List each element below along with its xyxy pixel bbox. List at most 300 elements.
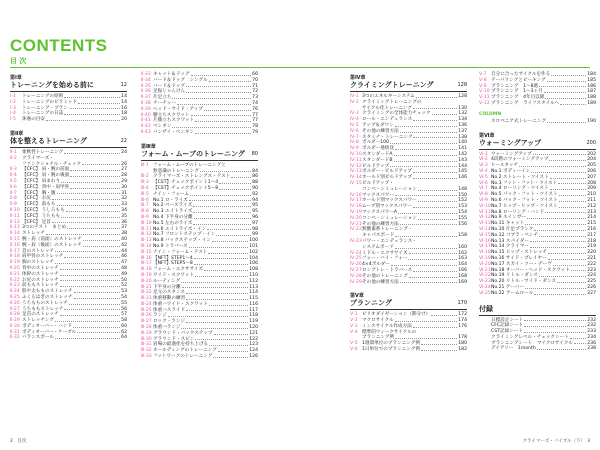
leader-dots <box>46 231 120 235</box>
leader-dots <box>395 123 457 127</box>
entry-title: チーチッハ <box>153 100 176 106</box>
entry-number: Ⅴ-7 <box>479 72 487 77</box>
entry-number: Ⅵ-13 <box>479 221 491 227</box>
entry-title: クライミングレベル・チェックシート <box>491 334 569 340</box>
leader-dots <box>413 135 457 139</box>
entry-title: 体重移動の練習 <box>153 296 186 302</box>
leader-dots <box>55 249 120 253</box>
entry-title: No.17 スカイ・ツー・デーヴ <box>491 261 552 267</box>
leader-dots <box>73 324 120 328</box>
leader-dots <box>413 169 457 173</box>
entry-title: ホールディングのトレーニング <box>153 348 217 354</box>
leader-dots <box>207 227 251 231</box>
entry-page: 132 <box>458 111 467 117</box>
chapter-label: 第Ⅳ章 <box>350 75 366 81</box>
entry-number: Ⅱ-13 <box>10 225 20 231</box>
entry-title: ムーブ別マックスパワー <box>362 204 412 210</box>
entry-title: その他の練習方法 <box>362 128 399 134</box>
leader-dots <box>395 193 457 197</box>
entry-number: Ⅱ-19 <box>10 260 20 266</box>
entry-page: 106 <box>249 261 258 267</box>
entry-number: Ⅴ-6 <box>350 347 358 353</box>
leader-dots <box>83 237 120 241</box>
spacer <box>350 285 467 290</box>
leader-dots <box>559 192 587 196</box>
entry-number: Ⅳ-22 <box>350 227 362 233</box>
entry-title: No.3 エイトライズ <box>153 209 193 215</box>
entry-number: Ⅲ-16 <box>141 255 152 261</box>
entry-number: Ⅲ-11 <box>141 226 152 232</box>
leader-dots <box>549 157 586 161</box>
entry-title: 腰立ちスクワット <box>153 112 190 118</box>
entry-number: Ⅱ-8 <box>10 196 17 202</box>
entry-number: Ⅲ-21 <box>141 284 152 290</box>
leader-dots <box>400 222 457 226</box>
entry-number: Ⅲ-22 <box>141 290 152 296</box>
entry-page: 236 <box>587 340 596 346</box>
entry-number: Ⅱ-2 <box>10 155 17 161</box>
entry-number: Ⅳ-29 <box>350 279 362 285</box>
entry-title: クライミングの全体能力チェック <box>362 111 431 117</box>
entry-number: Ⅲ-10 <box>141 220 152 226</box>
entry-page: 35 <box>121 213 127 219</box>
entry-number: Ⅲ-26 <box>141 313 152 319</box>
entry-page: 180 <box>458 341 467 347</box>
entry-page: 169 <box>458 279 467 285</box>
entry-number: Ⅵ-5 <box>479 174 488 180</box>
entry-page: 108 <box>249 267 258 273</box>
entry-page: 92 <box>252 191 258 197</box>
leader-dots <box>61 214 120 218</box>
entry-title: ワイド・スクワット <box>153 272 194 278</box>
entry-number: Ⅳ-14 <box>350 175 362 181</box>
entry-page: 225 <box>587 279 596 285</box>
leader-dots <box>55 260 120 264</box>
entry-title: フォーム・ムーブのトレーニングと <box>153 162 226 168</box>
entry-page: 73 <box>252 95 258 101</box>
entry-number: Ⅱ-9 <box>10 202 17 208</box>
entry-page: 184 <box>587 72 596 77</box>
entry-number: Ⅵ-2 <box>479 157 488 163</box>
entry-number: Ⅵ-12 <box>479 215 491 221</box>
entry-number: Ⅱ-7 <box>10 190 17 196</box>
entry-title: No.16 サイド・プレイヤー <box>491 255 547 261</box>
entry-page: 55 <box>121 300 127 306</box>
entry-number: Ⅲ-13 <box>141 238 152 244</box>
entry-page: 32 <box>121 196 127 202</box>
entry-title: No.11 キャット <box>491 221 525 227</box>
entry-page: 40 <box>121 236 127 242</box>
entry-number: Ⅳ-21 <box>350 221 362 227</box>
leader-dots <box>74 295 121 299</box>
leader-dots <box>545 210 586 214</box>
entry-number: Ⅳ-3 <box>350 111 359 117</box>
entry-number: Ⅲ-8 <box>141 209 149 215</box>
entry-page: 223 <box>587 267 596 273</box>
entry-page: 156 <box>458 221 467 227</box>
entry-title: 首のストレッチ <box>22 248 55 254</box>
entry-page: 121 <box>249 330 258 336</box>
chapter-label: 第Ⅲ章 <box>141 143 156 150</box>
entry-number: Ⅵ-23 <box>479 279 491 285</box>
leader-dots <box>548 250 586 254</box>
chapter-heading[interactable] <box>10 131 127 148</box>
entry-title: ボディオーバー・ハンド <box>22 323 72 329</box>
entry-title: クライミングトレーニングの <box>362 99 422 105</box>
entry-number <box>479 119 491 125</box>
chapter-label: 第Ⅵ章 <box>479 132 495 139</box>
entry-number: Ⅱ-3 <box>10 167 17 173</box>
entry-number: Ⅳ-27 <box>350 267 362 273</box>
entry-title: ストレッチング <box>22 318 54 324</box>
entry-number: Ⅱ-11 <box>10 213 20 219</box>
entry-number: Ⅲ-17 <box>141 261 152 267</box>
entry-title: No.8 バックステップ・イン <box>153 238 211 244</box>
leader-dots <box>212 238 248 242</box>
entry-number: Ⅵ-24 <box>479 284 491 290</box>
entry-page: 29 <box>121 178 127 184</box>
leader-dots <box>209 302 248 306</box>
entry-number: Ⅵ-19 <box>479 255 491 261</box>
entry-page: 44 <box>121 248 127 254</box>
entry-number: Ⅳ-19 <box>350 209 362 215</box>
entry-title: プランニング 4年目以降 <box>491 95 545 101</box>
entry-title: No.15 ヒップ・ストレッチ <box>491 250 548 256</box>
entry-page: 217 <box>587 232 596 238</box>
entry-title: バンザイ・ペンギン <box>153 129 194 135</box>
entry-number: Ⅵ-25 <box>479 290 491 296</box>
entry-number: Ⅳ-2 <box>350 99 359 105</box>
entry-title: アップ＆ダウン <box>362 122 394 128</box>
entry-title: ヒールタッチ <box>491 163 519 169</box>
chapter-heading[interactable] <box>479 305 596 316</box>
leader-dots <box>55 335 120 339</box>
entry-page: 58 <box>121 318 127 324</box>
entry-title: その他の練習方法 <box>362 279 399 285</box>
entry-page: 153 <box>458 204 467 210</box>
leader-dots <box>189 198 251 202</box>
chapter-title: トレーニングを始める前に <box>10 81 94 89</box>
entry-number: Ⅲ-15 <box>141 249 152 255</box>
leader-dots <box>525 221 586 225</box>
entry-page: 64 <box>121 335 127 341</box>
entry-title: CST記録シート <box>491 329 523 335</box>
chapter-heading[interactable] <box>350 75 467 92</box>
entry-page: 90 <box>252 185 258 191</box>
toc-column-2 <box>141 72 258 360</box>
leader-dots <box>231 174 251 178</box>
entry-number: Ⅱ-32 <box>10 335 20 341</box>
entry-number: Ⅵ-21 <box>479 267 491 273</box>
entry-title: 【CFC】 お尻 <box>22 196 51 202</box>
leader-dots <box>204 267 248 271</box>
entry-number: Ⅵ-3 <box>479 163 488 169</box>
leader-dots <box>186 308 248 312</box>
entry-title: 【CST】チェックポイント1〜4 <box>153 180 219 186</box>
leader-dots <box>64 254 120 258</box>
entry-page: 94 <box>252 197 258 203</box>
leader-dots <box>208 250 248 254</box>
leader-dots <box>390 164 457 168</box>
chapter-heading[interactable] <box>10 75 127 92</box>
leader-dots <box>413 204 457 208</box>
leader-dots <box>219 186 251 190</box>
toc-entry[interactable] <box>10 335 127 341</box>
entry-title: キャパスボード <box>362 233 395 239</box>
leader-dots <box>69 106 120 110</box>
chapter-title: クライミングトレーニング <box>350 81 434 89</box>
toc-entry[interactable] <box>479 101 596 107</box>
entry-page: 101 <box>249 243 258 249</box>
leader-dots <box>194 256 248 260</box>
entry-page: 218 <box>587 238 596 244</box>
entry-page: 216 <box>587 226 596 232</box>
entry-page: 115 <box>249 296 258 302</box>
entry-page: 160 <box>458 244 467 250</box>
entry-number: Ⅲ-18 <box>141 267 152 273</box>
leader-dots <box>416 94 457 98</box>
entry-number: Ⅵ-15 <box>479 232 491 238</box>
leader-dots <box>524 329 586 333</box>
entry-title: No.18 オーバー・ヘッド・スクワット <box>491 267 570 273</box>
entry-page: 114 <box>249 290 258 296</box>
entry-number: Ⅳ-8 <box>350 140 359 146</box>
leader-dots <box>189 244 248 248</box>
page-subtitle: 目 次 <box>10 57 27 65</box>
entry-title: 【CFC】 足首 <box>22 219 51 225</box>
leader-dots <box>186 319 248 323</box>
entry-number: Ⅲ-33 <box>141 354 152 360</box>
entry-title: 【CFC】 うちもも <box>22 213 61 219</box>
entry-number: Ⅴ-8 <box>479 77 487 83</box>
toc-entry[interactable] <box>141 354 258 360</box>
leader-dots <box>195 118 251 122</box>
leader-dots <box>551 72 586 76</box>
entry-title: トレーニングの原則 <box>22 94 64 99</box>
leader-dots <box>550 175 587 179</box>
entry-title: スタミナ・トレーニング <box>362 134 413 140</box>
leader-dots <box>61 179 120 183</box>
entry-number: Ⅰ-5 <box>10 117 16 123</box>
entry-page: 220 <box>587 250 596 256</box>
leader-dots <box>408 256 457 260</box>
entry-page: 174 <box>458 318 467 324</box>
entry-page: 232 <box>587 323 596 329</box>
entry-page: 62 <box>121 329 127 335</box>
entry-page: 232 <box>587 317 596 323</box>
entry-page: 24 <box>121 149 127 155</box>
leader-dots <box>57 202 121 206</box>
entry-page: 224 <box>587 273 596 279</box>
chapter-title: 体を整えるトレーニング <box>10 136 87 145</box>
entry-title: 前ももストレッチ <box>22 283 59 289</box>
entry-number: Ⅳ-24 <box>350 250 362 256</box>
leader-dots <box>413 324 457 328</box>
leader-dots <box>82 162 120 166</box>
leader-dots <box>553 262 586 266</box>
entry-page: 128 <box>458 94 467 99</box>
entry-page: 96 <box>252 214 258 220</box>
entry-title: デイアリー 1month <box>491 346 536 352</box>
leader-dots <box>560 101 586 105</box>
entry-page: 137 <box>458 128 467 134</box>
entry-page: 53 <box>121 289 127 295</box>
entry-number: Ⅱ-31 <box>10 329 20 335</box>
leader-dots <box>168 313 249 317</box>
entry-page: 213 <box>587 209 596 215</box>
entry-page: 77 <box>252 118 258 124</box>
entry-page: 48 <box>121 265 127 271</box>
entry-page: 155 <box>458 215 467 221</box>
entry-number: Ⅲ-14 <box>141 243 152 249</box>
leader-dots <box>64 111 120 115</box>
entry-page: 202 <box>587 151 596 157</box>
entry-number: Ⅵ-8 <box>479 192 488 198</box>
entry-title: ブランニングシート マイクロサイクル <box>491 340 573 346</box>
leader-dots <box>537 346 586 350</box>
entry-page: 36 <box>121 219 127 225</box>
entry-title: スタンダードA <box>362 151 393 157</box>
entry-page: 78 <box>252 124 258 130</box>
entry-title: 3つのエネルギーシステム <box>362 94 415 99</box>
entry-number: Ⅱ-21 <box>10 271 20 277</box>
leader-dots <box>181 279 248 283</box>
entry-number: Ⅵ-11 <box>479 209 491 215</box>
entry-number: Ⅱ-34 <box>141 77 151 83</box>
entry-number: Ⅲ-4 <box>141 185 149 191</box>
entry-number: Ⅲ-24 <box>141 301 152 307</box>
entry-title: ヘッド・サイド・アップ <box>153 106 203 112</box>
entry-title: 【CST】チェックポイント5〜8 <box>153 185 219 191</box>
leader-dots <box>67 225 120 229</box>
entry-number: Ⅴ-3 <box>350 323 358 329</box>
leader-dots <box>52 220 120 224</box>
entry-number: Ⅵ-6 <box>479 180 488 186</box>
leader-dots <box>395 335 457 339</box>
entry-page: 31 <box>121 190 127 196</box>
leader-dots <box>544 89 587 93</box>
entry-number: Ⅱ-16 <box>10 242 20 248</box>
chapter-heading[interactable] <box>479 133 596 150</box>
entry-page: 88 <box>252 180 258 186</box>
leader-dots <box>200 169 251 173</box>
entry-page: 145 <box>458 169 467 175</box>
entry-page: 212 <box>587 203 596 209</box>
entry-page: 211 <box>587 197 596 203</box>
entry-page: 18 <box>121 111 127 117</box>
leader-dots <box>216 232 251 236</box>
leader-dots <box>531 169 586 173</box>
leader-dots <box>395 146 457 150</box>
leader-dots <box>78 100 120 104</box>
entry-page: 136 <box>458 122 467 128</box>
toc-entry[interactable] <box>479 346 596 352</box>
entry-page: 221 <box>587 255 596 261</box>
entry-number: Ⅱ-17 <box>10 248 20 254</box>
chapter-title: 付録 <box>479 304 493 313</box>
entry-title: スタンダードB <box>362 157 393 163</box>
leader-dots <box>186 296 248 300</box>
leader-dots <box>209 342 248 346</box>
footer-left: 2 目次 <box>10 439 27 444</box>
entry-title: 腕・肩（前面）のストレッチ <box>22 236 82 242</box>
chapter-title-row <box>479 305 596 314</box>
leader-dots <box>539 84 586 88</box>
chapter-page: 170 <box>457 300 467 307</box>
entry-number: Ⅴ-1 <box>350 312 358 318</box>
entry-number: Ⅲ-20 <box>141 278 152 284</box>
leader-dots <box>57 191 121 195</box>
leader-dots <box>525 285 586 289</box>
spacer <box>10 123 127 128</box>
leader-dots <box>186 89 251 93</box>
entry-number: Ⅳ-20 <box>350 215 362 221</box>
entry-title: 3つのテスト まとめ <box>22 225 67 231</box>
entry-number: Ⅱ-28 <box>10 312 20 318</box>
entry-title: トレーニングの日誌 <box>22 111 64 117</box>
entry-title: フットワークのトレーニング <box>153 354 213 360</box>
entry-number: Ⅳ-12 <box>350 163 362 169</box>
leader-dots <box>193 203 251 207</box>
entry-title: No.5 左右のライズ <box>153 220 193 226</box>
entry-number: Ⅳ-10 <box>350 151 362 157</box>
entry-page: 57 <box>121 312 127 318</box>
entry-title: 【CFC】 前もも <box>22 202 56 208</box>
entry-number: Ⅱ-23 <box>10 283 20 289</box>
footer-right: クライマーズ・バイブル（下） 3 <box>522 439 590 444</box>
chapter-heading[interactable] <box>141 144 258 161</box>
leader-dots <box>530 244 586 248</box>
entry-title: 下半身の分離 <box>153 284 181 290</box>
entry-title: 岩場の最適化を持ち上げる <box>153 342 209 348</box>
entry-number: Ⅵ-7 <box>479 186 488 192</box>
entry-page: 118 <box>249 313 258 319</box>
entry-title: その他の練習方法 <box>362 221 399 227</box>
entry-title: No.3 フット・フット・ツイスト <box>491 180 558 186</box>
leader-dots <box>194 261 248 265</box>
entry-title: プランニング 1〜3ヶ月 <box>491 89 543 95</box>
entry-page: 14 <box>121 99 127 105</box>
leader-dots <box>69 301 120 305</box>
entry-title: 4段階のウォーミングアップ <box>491 157 549 163</box>
entry-number: Ⅴ-12 <box>479 100 490 106</box>
entry-title: 【CFC】 肩・腕の前面 <box>22 167 70 173</box>
entry-page: 100 <box>249 238 258 244</box>
leader-dots <box>209 78 252 82</box>
entry-number: Ⅱ-12 <box>10 219 20 225</box>
entry-number: Ⅳ-26 <box>350 262 362 268</box>
leader-dots <box>194 215 252 219</box>
entry-page: 206 <box>587 168 596 174</box>
entry-page: 49 <box>121 271 127 277</box>
entry-page: 166 <box>458 267 467 273</box>
entry-title: CFC記録シート <box>491 323 524 329</box>
entry-page: 122 <box>249 336 258 342</box>
entry-title: お尻のストレッチ <box>22 277 59 283</box>
entry-title: コンペ・シミュレーション <box>362 215 417 221</box>
chapter-heading[interactable] <box>350 293 467 310</box>
toc-entry[interactable] <box>350 347 467 353</box>
entry-page: 238 <box>587 346 596 352</box>
entry-title: 【CFC】 うしろもも <box>22 207 65 213</box>
entry-number: Ⅲ-5 <box>141 191 149 197</box>
leader-dots <box>519 163 586 167</box>
chapter-label: 第Ⅰ章 <box>10 75 22 81</box>
entry-title: ロール・エンデュランス <box>362 117 413 123</box>
entry-title: グラウンド・スピン <box>153 336 195 342</box>
leader-dots <box>547 119 586 123</box>
entry-number: Ⅱ-38 <box>141 100 151 106</box>
